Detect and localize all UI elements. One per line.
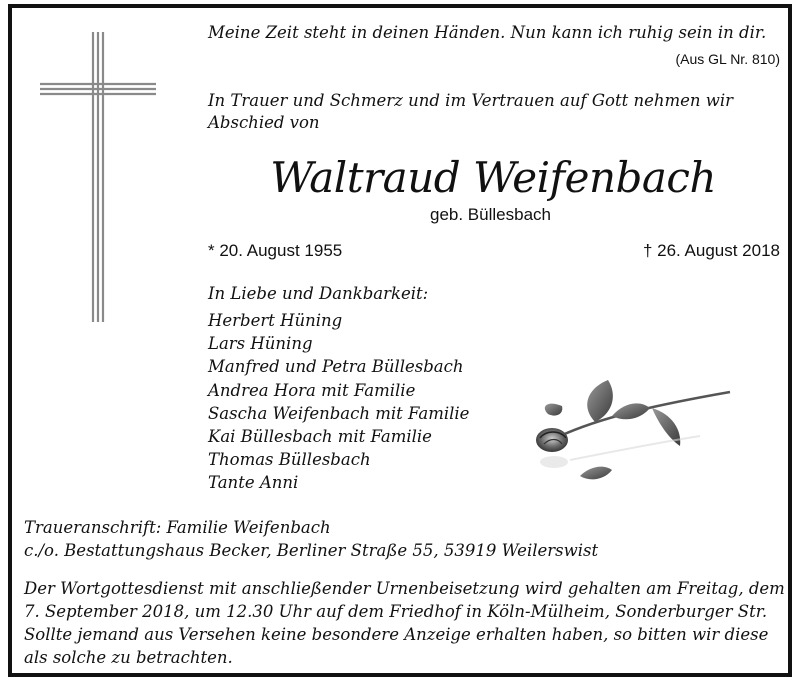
death-date: † 26. August 2018 (642, 241, 780, 260)
mourners-heading: In Liebe und Dankbarkeit: (208, 284, 429, 303)
quote-source: (Aus GL Nr. 810) (675, 51, 780, 67)
service-line-1: Der Wortgottesdienst mit anschließender Urnenbeisetzung wird gehalten am Freitag, dem (24, 579, 785, 598)
address-line-2: c./o. Bestattungshaus Becker, Berliner Straße 55, 53919 Weilerswist (24, 541, 599, 560)
service-line-4: als solche zu betrachten. (24, 648, 233, 667)
rose-icon (500, 366, 732, 492)
intro-line-1: In Trauer und Schmerz und im Vertrauen auf Gott nehmen wir (208, 91, 734, 110)
birth-name: geb. Büllesbach (430, 205, 551, 224)
mourner-name: Sascha Weifenbach mit Familie (208, 403, 470, 423)
deceased-name: Waltraud Weifenbach (270, 153, 716, 202)
service-line-2: 7. September 2018, um 12.30 Uhr auf dem Friedhof in Köln-Mülheim, Sonderburger Str. (24, 602, 768, 621)
mourner-name: Manfred und Petra Büllesbach (208, 357, 464, 377)
birth-date: * 20. August 1955 (208, 241, 343, 260)
mourner-name: Lars Hüning (208, 334, 313, 354)
obituary-notice (8, 4, 792, 677)
mourners-list (208, 309, 469, 495)
service-line-3: Sollte jemand aus Versehen keine besondere Anzeige erhalten haben, so bitten wir diese (24, 625, 769, 644)
mourner-name: Andrea Hora mit Familie (208, 380, 416, 400)
address-line-1: Traueranschrift: Familie Weifenbach (24, 518, 331, 537)
mourner-name: Kai Büllesbach mit Familie (208, 427, 432, 447)
mourner-name: Tante Anni (208, 473, 299, 493)
bible-quote: Meine Zeit steht in deinen Händen. Nun kann ich ruhig sein in dir. (208, 23, 767, 42)
mourner-name: Herbert Hüning (208, 311, 343, 330)
mourner-name: Thomas Büllesbach (208, 450, 371, 470)
intro-line-2: Abschied von (208, 113, 320, 132)
